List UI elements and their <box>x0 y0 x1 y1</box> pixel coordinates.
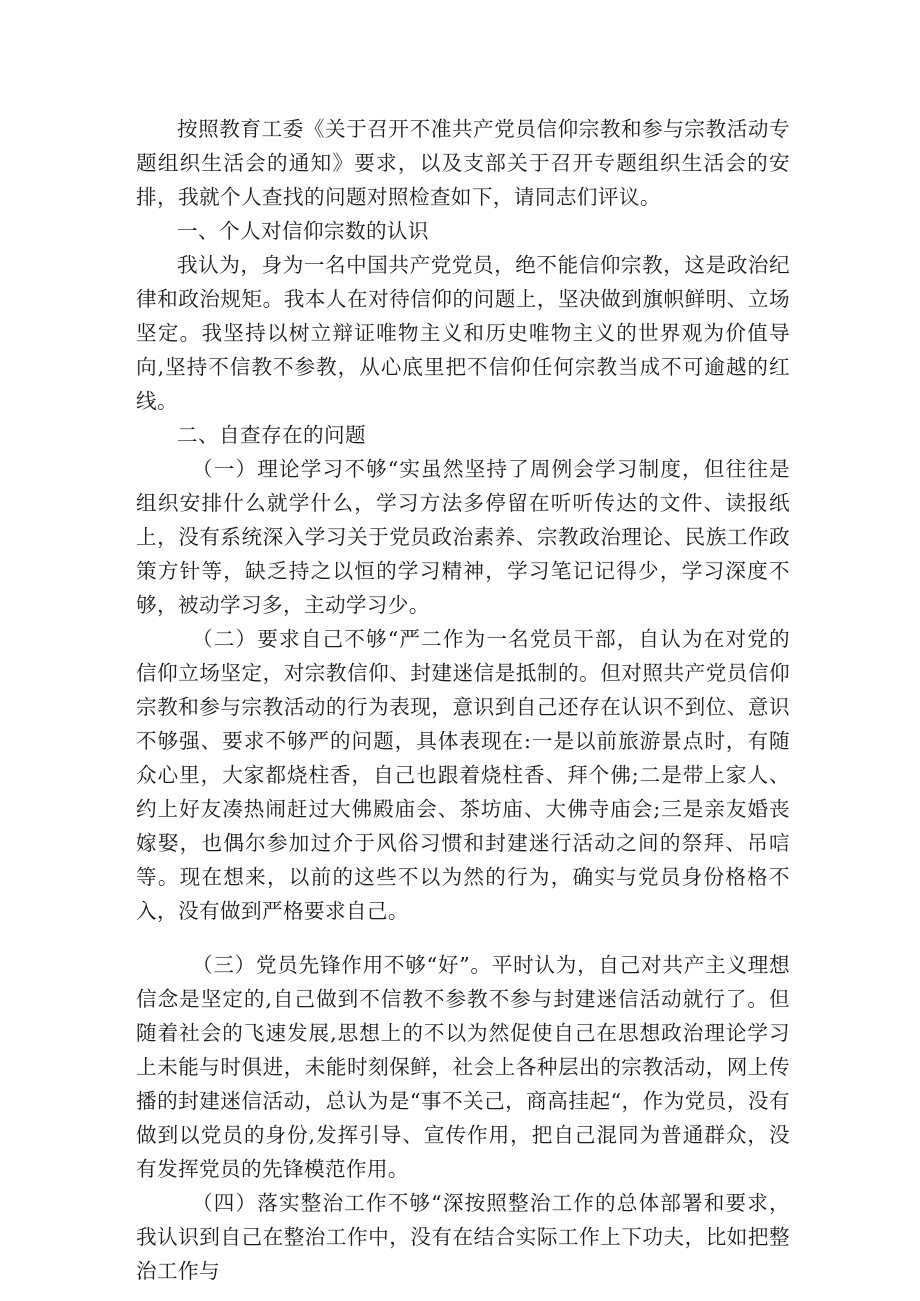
subsection-4: （四）落实整治工作不够“深按照整治工作的总体部署和要求，我认识到自己在整治工作中，没有在结合实际工作上下功夫，比如把整治工作与 <box>136 1191 790 1283</box>
subsection-1: （一）理论学习不够“实虽然坚持了周例会学习制度，但往往是组织安排什么就学什么，学习方法多停留在听听传达的文件、读报纸上，没有系统深入学习关于党员政治素养、宗教政治理论、民族工作政策方针等，缺乏持之以恒的学习精神，学习笔记记得少，学习深度不够，被动学习多，主动学习少。 <box>136 457 790 617</box>
subsection-2: （二）要求自己不够“严二作为一名党员干部，自认为在对党的信仰立场坚定，对宗教信仰、封建迷信是抵制的。但对照共产党员信仰宗教和参与宗教活动的行为表现，意识到自己还存在认识不到位、意识不够强、要求不够严的问题，具体表现在:一是以前旅游景点时，有随众心里，大家都烧柱香，自己也跟着烧柱香、拜个佛;二是带上家人、约上好友凑热闹赶过大佛殿庙会、茶坊庙、大佛寺庙会;三是亲友婚丧嫁娶，也偶尔参加过介于风俗习惯和封建迷行活动之间的祭拜、吊唁等。现在想来，以前的这些不以为然的行为，确实与党员身份格格不入，没有做到严格要求自己。 <box>136 627 790 923</box>
subsection-3: （三）党员先锋作用不够“好”。平时认为，自己对共产主义理想信念是坚定的,自己做到不信教不参教不参与封建迷信活动就行了。但随着社会的飞速发展,思想上的不以为然促使自己在思想政治理论学习上未能与时俱进，未能时刻保鲜，社会上各种层出的宗教活动，网上传播的封建迷信活动，总认为是“事不关己，商高挂起“，作为党员，没有做到以党员的身份,发挥引导、宣传作用，把自己混同为普通群众，没有发挥党员的先锋模范作用。 <box>136 953 790 1181</box>
document-page <box>136 112 790 1288</box>
paragraph-belief: 我认为，身为一名中国共产党党员，绝不能信仰宗教，这是政治纪律和政治规矩。我本人在对待信仰的问题上，坚决做到旗帜鲜明、立场坚定。我坚持以树立辩证唯物主义和历史唯物主义的世界观为价值导向,坚持不信教不参教，从心底里把不信仰任何宗教当成不可逾越的红线。 <box>136 253 790 413</box>
intro-paragraph: 按照教育工委《关于召开不准共产党员信仰宗教和参与宗教活动专题组织生活会的通知》要求，以及支部关于召开专题组织生活会的安排，我就个人查找的问题对照检查如下，请同志们评议。 <box>136 117 790 209</box>
section-heading-1: 一、个人对信仰宗数的认识 <box>177 219 429 243</box>
section-heading-2: 二、自查存在的问题 <box>177 423 366 447</box>
